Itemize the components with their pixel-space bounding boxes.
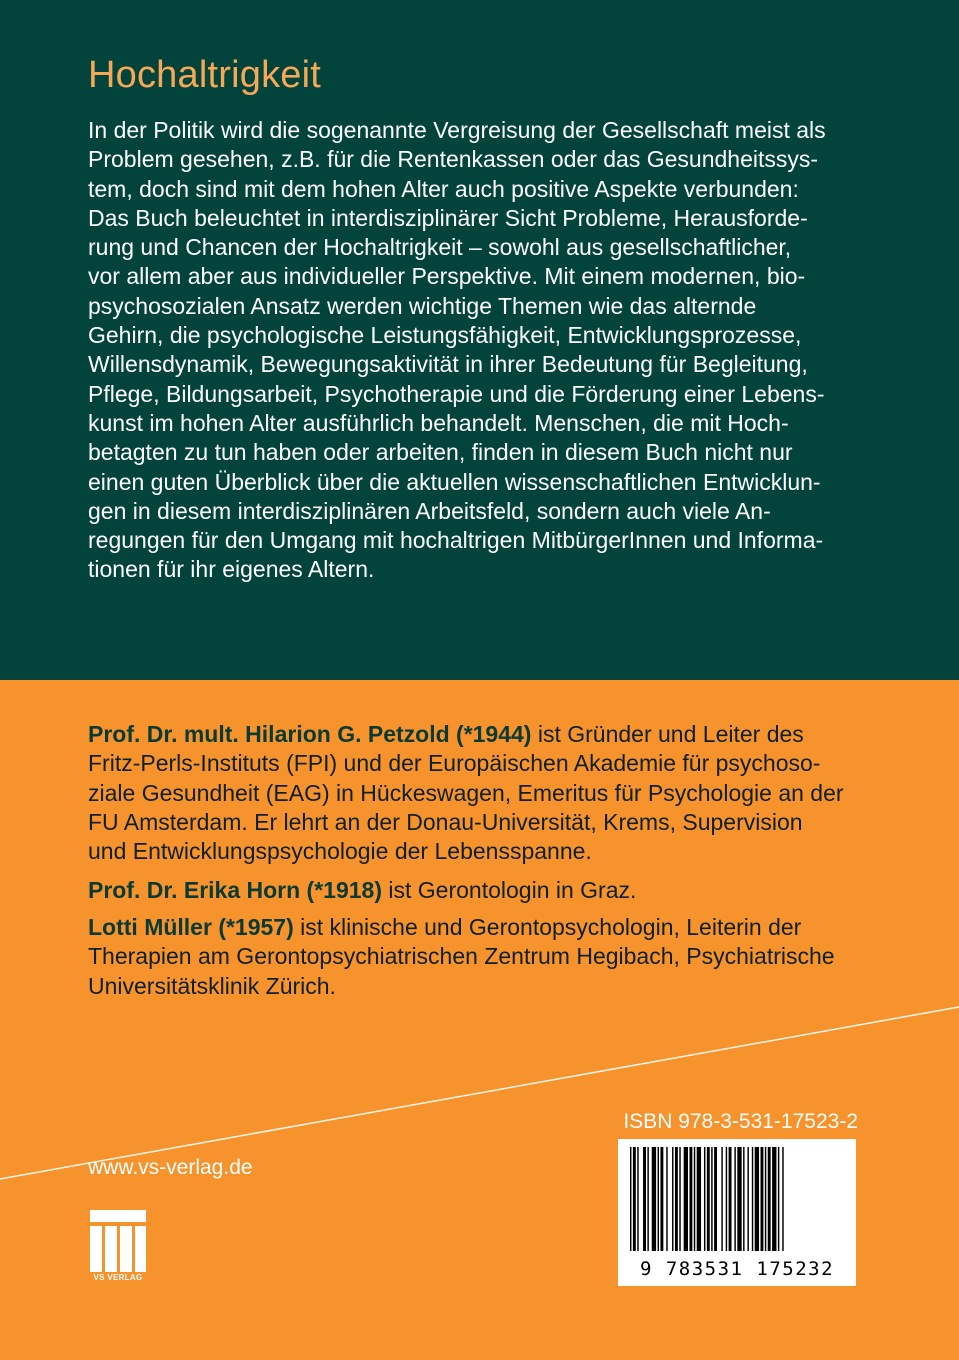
bio-text: ist Gerontologin in Graz. [382,877,637,903]
bio-text: ist Gründer und Leiter des [531,721,804,747]
blurb-line: regungen für den Umgang mit hochaltrigen MitbürgerInnen und Informa- [88,527,824,554]
author-name: Prof. Dr. mult. Hilarion G. Petzold (*1944) [88,721,532,747]
bio-line: Therapien am Gerontopsychiatrischen Zentrum Hegibach, Psychiatrische [88,943,835,970]
book-title: Hochaltrigkeit [88,54,322,96]
publisher-website[interactable]: www.vs-verlag.de [88,1156,253,1179]
blurb-line: Willensdynamik, Bewegungsaktivität in ihrer Bedeutung für Begleitung, [88,351,808,378]
bio-first-line [88,720,858,749]
author-bio-2 [88,876,858,905]
bio-line: ziale Gesundheit (EAG) in Hückeswagen, Emeritus für Psychologie an der [88,779,844,806]
bio-line: Fritz-Perls-Instituts (FPI) und der Europäischen Akademie für psychoso- [88,750,821,777]
bio-first-line [88,913,858,942]
blurb-line: Das Buch beleuchtet in interdisziplinärer Sicht Probleme, Herausforde- [88,204,808,231]
blurb-line: betagten zu tun haben oder arbeiten, finden in diesem Buch nicht nur [88,439,793,466]
blurb-text [88,116,858,585]
barcode [618,1139,856,1286]
logo-wordmark: VS VERLAG [93,1273,143,1282]
blurb-line: kunst im hohen Alter ausführlich behandelt. Menschen, die mit Hoch- [88,409,789,436]
blurb-line: einen guten Überblick über die aktuellen wissenschaftlichen Entwicklun- [88,468,821,495]
blurb-line: Gehirn, die psychologische Leistungsfähigkeit, Entwicklungsprozesse, [88,322,802,349]
bio-text: ist klinische und Gerontopsychologin, Leiterin der [293,914,802,940]
blurb-line: tionen für ihr eigenes Altern. [88,556,375,583]
blurb-line: In der Politik wird die sogenannte Vergreisung der Gesellschaft meist als [88,117,826,143]
author-name: Prof. Dr. Erika Horn (*1918) [88,877,382,903]
author-name: Lotti Müller (*1957) [88,914,294,940]
bio-line: und Entwicklungspsychologie der Lebensspanne. [88,838,592,865]
blurb-line: Problem gesehen, z.B. für die Rentenkassen oder das Gesundheitssys- [88,146,819,173]
blurb-line: tem, doch sind mit dem hohen Alter auch positive Aspekte verbunden: [88,175,799,202]
bio-line: Universitätsklinik Zürich. [88,972,336,999]
blurb-line: Pflege, Bildungsarbeit, Psychotherapie und die Förderung einer Lebens- [88,380,825,407]
barcode-bars [628,1147,846,1255]
blurb-line: gen in diesem interdisziplinären Arbeitsfeld, sondern auch viele An- [88,497,771,524]
bio-first-line [88,876,858,905]
vs-verlag-logo-icon [88,1210,148,1272]
barcode-digits: 9 783531 175232 [639,1258,835,1280]
blurb-line: psychosozialen Ansatz werden wichtige Themen wie das alternde [88,292,757,319]
author-bio-1 [88,720,858,866]
author-bio-3 [88,913,858,1001]
blurb-line: vor allem aber aus individueller Perspektive. Mit einem modernen, bio- [88,263,806,290]
isbn-label: ISBN 978-3-531-17523-2 [623,1110,858,1133]
bio-line: FU Amsterdam. Er lehrt an der Donau-Universität, Krems, Supervision [88,808,803,835]
blurb-line: rung und Chancen der Hochaltrigkeit – sowohl aus gesellschaftlicher, [88,234,792,261]
